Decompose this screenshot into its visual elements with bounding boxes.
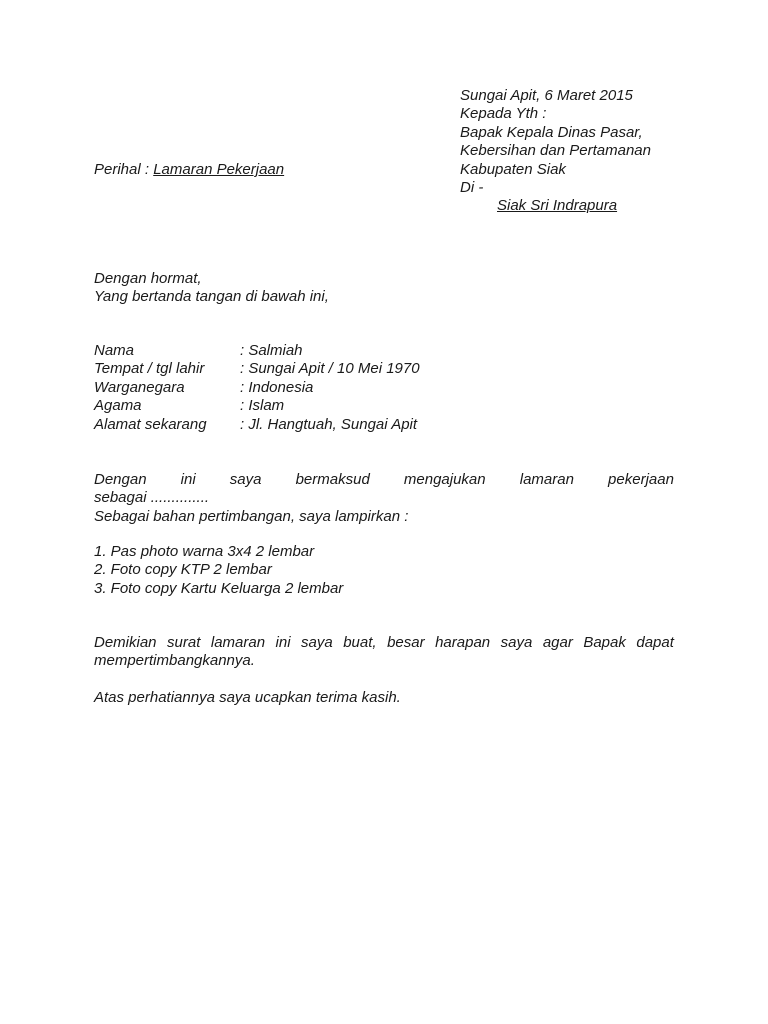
recipient-city-wrap — [460, 197, 651, 215]
detail-value: : Sungai Apit / 10 Mei 1970 — [240, 360, 420, 378]
detail-label: Warganegara — [94, 378, 185, 396]
recipient-line-1: Bapak Kepala Dinas Pasar, — [460, 123, 643, 141]
word: lamaran — [519, 471, 574, 488]
intro-line: Yang bertanda tangan di bawah ini, — [94, 288, 329, 306]
word: Bapak — [583, 634, 626, 651]
detail-row-nama — [94, 342, 420, 360]
word: harapan — [435, 634, 491, 651]
closing-paragraph — [94, 634, 674, 671]
word: Dengan — [94, 471, 147, 488]
word: ini — [180, 471, 196, 488]
recipient-to-label: Kepada Yth : — [460, 105, 547, 123]
word: dapat — [636, 634, 674, 651]
salutation: Dengan hormat, — [94, 270, 202, 287]
application-justified-line — [94, 471, 674, 489]
detail-value: : Indonesia — [240, 378, 314, 396]
detail-value: : Jl. Hangtuah, Sungai Apit — [240, 415, 418, 433]
word: mengajukan — [403, 471, 486, 488]
word: agar — [542, 634, 573, 651]
word: saya — [301, 634, 333, 651]
detail-value: : Salmiah — [240, 342, 303, 359]
detail-label: Alamat sekarang — [94, 415, 207, 433]
applicant-details — [94, 342, 420, 434]
recipient-city: Siak Sri Indrapura — [497, 197, 618, 215]
detail-label: Agama — [94, 397, 142, 415]
word: pekerjaan — [608, 471, 674, 488]
closing-justified-line — [94, 634, 674, 652]
subject-line — [94, 161, 284, 179]
detail-label: Tempat / tgl lahir — [94, 360, 205, 378]
recipient-line-2: Kebersihan dan Pertamanan — [460, 142, 651, 160]
detail-row-warganegara — [94, 379, 420, 397]
detail-label: Nama — [94, 342, 135, 359]
recipient-line-3: Kabupaten Siak — [460, 160, 566, 178]
closing-line-2: mempertimbangkannya. — [94, 652, 255, 670]
attachment-item: 2. Foto copy KTP 2 lembar — [94, 561, 272, 579]
recipient-di: Di - — [460, 179, 484, 197]
subject-value: Lamaran Pekerjaan — [153, 161, 285, 178]
recipient-block — [460, 87, 651, 216]
word: saya — [229, 471, 262, 488]
application-position-line: sebagai .............. — [94, 489, 210, 507]
detail-row-alamat — [94, 416, 420, 434]
word: besar — [387, 634, 425, 651]
detail-row-tempat-tgl-lahir — [94, 360, 420, 378]
greeting-block — [94, 270, 329, 307]
word: buat, — [343, 634, 377, 651]
detail-row-agama — [94, 397, 420, 415]
word: Demikian — [94, 634, 157, 651]
detail-value: : Islam — [240, 397, 285, 415]
word: lamaran — [210, 634, 266, 651]
place-date: Sungai Apit, 6 Maret 2015 — [460, 87, 633, 104]
word: saya — [500, 634, 533, 651]
application-paragraph — [94, 471, 674, 526]
attachment-item: 1. Pas photo warna 3x4 2 lembar — [94, 543, 315, 560]
attachments-intro: Sebagai bahan pertimbangan, saya lampirkan : — [94, 507, 409, 525]
word: bermaksud — [295, 471, 370, 488]
attachments-list — [94, 543, 343, 598]
subject-label: Perihal : — [94, 161, 150, 178]
attachment-item: 3. Foto copy Kartu Keluarga 2 lembar — [94, 579, 344, 597]
word: ini — [275, 634, 291, 651]
thanks-line: Atas perhatiannya saya ucapkan terima kasih. — [94, 689, 401, 706]
word: surat — [167, 634, 201, 651]
